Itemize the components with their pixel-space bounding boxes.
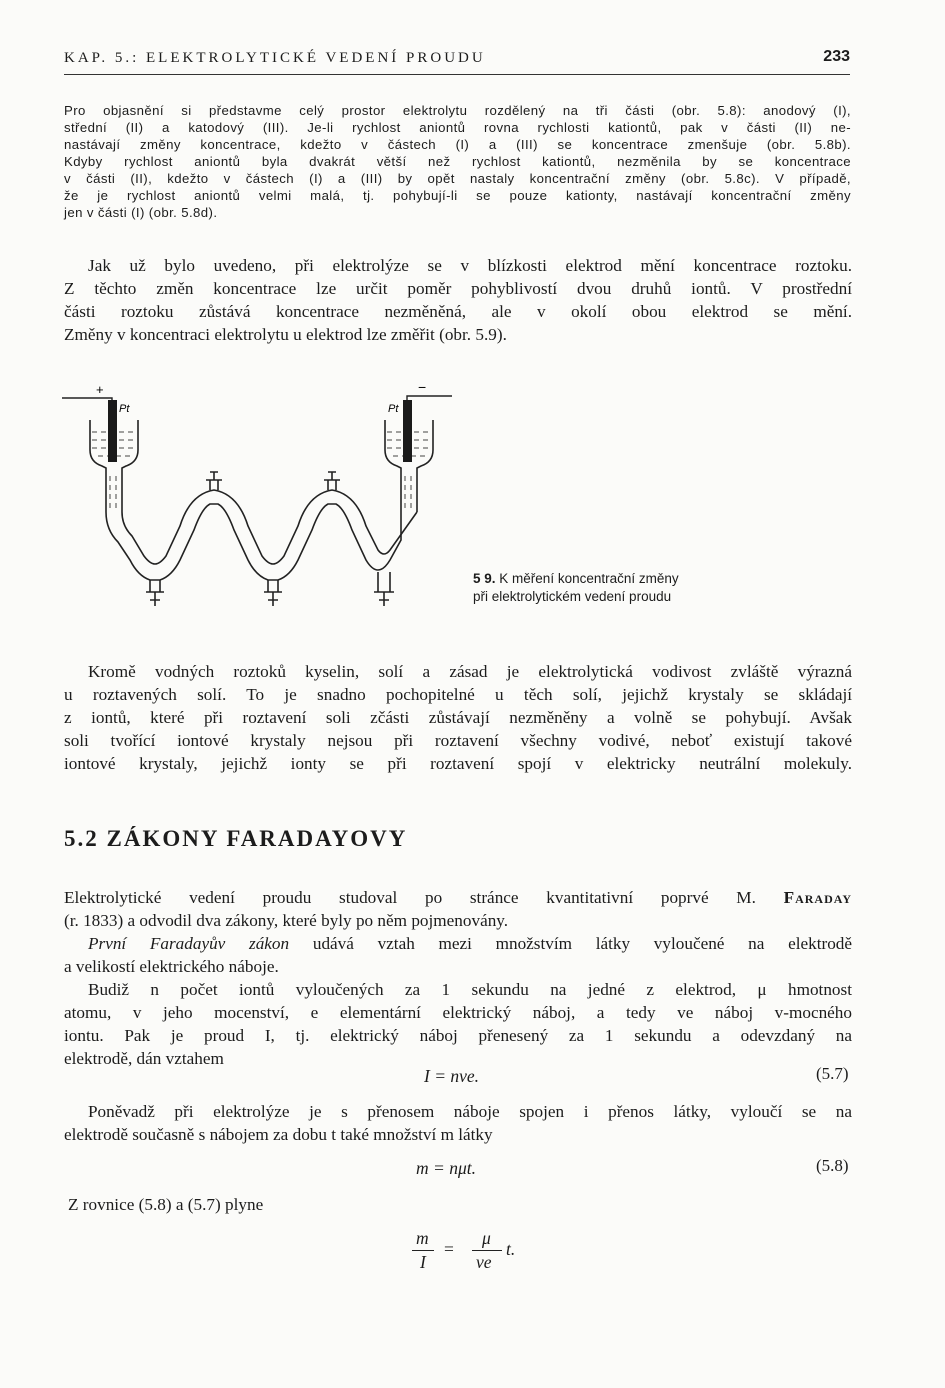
text-line: že je rychlost aniontů velmi malá, tj. pohybují-li se pouze kationty, nastávají koncentrační změny [64, 188, 851, 203]
chapter-title: KAP. 5.: ELEKTROLYTICKÉ VEDENÍ PROUDU [64, 50, 486, 66]
text-line: Změny v koncentraci elektrolytu u elektrod lze změřit (obr. 5.9). [64, 325, 507, 344]
faraday-name: Faraday [783, 888, 852, 907]
text-line: Kdyby rychlost aniontů byla dvakrát větší než rychlost kationtů, nezměnila by se koncentrace [64, 154, 851, 169]
page-number: 233 [823, 48, 850, 65]
text-line: Z těchto změn koncentrace lze určit poměr pohyblivostí dvou druhů iontů. V prostřední [64, 279, 852, 298]
text-line: atomu, v jeho mocenství, e elementární elektrický náboj, a tedy ve náboj v-mocného [64, 1003, 852, 1022]
left-electrode-label: Pt [119, 403, 130, 415]
intro-small-paragraph [64, 102, 851, 221]
law-name: První Faradayův zákon [88, 934, 290, 953]
text-line: u roztavených solí. To je snadno pochopitelné u těch solí, jejichž krystaly se skládají [64, 685, 852, 704]
equation-tail: t. [506, 1239, 516, 1259]
text-line: elektrodě současně s nábojem za dobu t také množství m látky [64, 1125, 493, 1144]
fraction-bar [412, 1250, 434, 1251]
fraction-denominator: I [420, 1252, 426, 1272]
right-electrode-label: Pt [388, 403, 399, 415]
electrolysis-apparatus-figure [60, 380, 460, 630]
equation-number: (5.8) [816, 1156, 849, 1175]
text-line: Budiž n počet iontů vyloučených za 1 sekundu na jedné z elektrod, μ hmotnost [88, 980, 852, 999]
text-line: části roztoku zůstává koncentrace nezměněná, ale v okolí obou elektrod se mění. [64, 302, 852, 321]
text-line: (r. 1833) a odvodil dva zákony, které byly po něm pojmenovány. [64, 911, 509, 930]
text-line: soli tvořící iontové krystaly nejsou při roztavení všechny vodivé, neboť existují takové [64, 731, 852, 750]
final-equation [410, 1228, 530, 1276]
caption-line: K měření koncentrační změny [499, 571, 679, 586]
left-electrode [108, 400, 117, 462]
fraction-numerator: μ [482, 1228, 491, 1248]
paragraph-mass-transfer [64, 1100, 852, 1146]
text-line: v části (II), kdežto v částech (I) a (III) by opět nastaly koncentrační změny (obr. 5.8c). V případě, [64, 171, 851, 186]
text-line: jen v části (I) (obr. 5.8d). [64, 205, 218, 220]
caption-line: při elektrolytickém vedení proudu [473, 589, 672, 604]
text-line: iontové krystaly, jejichž ionty se při roztavení spojí v elektricky neutrální molekuly. [64, 754, 852, 773]
paragraph-faraday [64, 886, 852, 1070]
figure-caption [473, 570, 773, 606]
fraction-bar [472, 1250, 502, 1251]
text-line [64, 932, 852, 955]
section-heading: 5.2 ZÁKONY FARADAYOVY [64, 826, 408, 851]
caption-number: 5 9. [473, 571, 496, 586]
paragraph-derivation: Z rovnice (5.8) a (5.7) plyne [68, 1195, 264, 1214]
text-line: a velikostí elektrického náboje. [64, 957, 279, 976]
text-line: elektrodě, dán vztahem [64, 1049, 224, 1068]
text-line: Pro objasnění si představme celý prostor elektrolytu rozdělený na tři části (obr. 5.8): anodový (I), [64, 103, 851, 118]
text-line [64, 886, 852, 909]
equals-sign: = [444, 1239, 454, 1259]
text-line: iontu. Pak je proud I, tj. elektrický náboj přenesený za 1 sekundu a odevzdaný na [64, 1026, 852, 1045]
text-line: z iontů, které při roztavení soli zčásti zůstávají nezměněny a volně se pohybují. Avšak [64, 708, 852, 727]
text-line: Kromě vodných roztoků kyselin, solí a zásad je elektrolytická vodivost zvláště výrazná [88, 662, 852, 681]
paragraph-molten-salts [64, 660, 852, 775]
equation-5-8: m = nμt. [416, 1158, 476, 1178]
minus-label: − [418, 380, 427, 395]
right-electrode [403, 400, 412, 462]
paragraph-concentration [64, 254, 852, 346]
text-line: střední (II) a katodový (III). Je-li rychlost aniontů rovna rychlosti kationtů, pak v části (II) ne- [64, 120, 851, 135]
text-line: nastávají změny koncentrace, kdežto v částech (I) a (III) se koncentrace zmenšuje (obr. 5.8b). [64, 137, 851, 152]
text-line: Poněvadž při elektrolýze je s přenosem náboje spojen i přenos látky, vyloučí se na [88, 1102, 852, 1121]
equation-5-7: I = nve. [424, 1066, 480, 1086]
fraction-denominator: ve [476, 1252, 492, 1272]
equation-number: (5.7) [816, 1064, 849, 1083]
text-line: Jak už bylo uvedeno, při elektrolýze se v blízkosti elektrod mění koncentrace roztoku. [88, 256, 852, 275]
text-span: Elektrolytické vedení proudu studoval po stránce kvantitativní poprvé M. [64, 888, 756, 907]
running-header [64, 46, 850, 75]
text-span: udává vztah mezi množstvím látky vyloučené na elektrodě [312, 934, 853, 953]
fraction-numerator: m [416, 1228, 429, 1248]
plus-label: + [96, 382, 104, 397]
